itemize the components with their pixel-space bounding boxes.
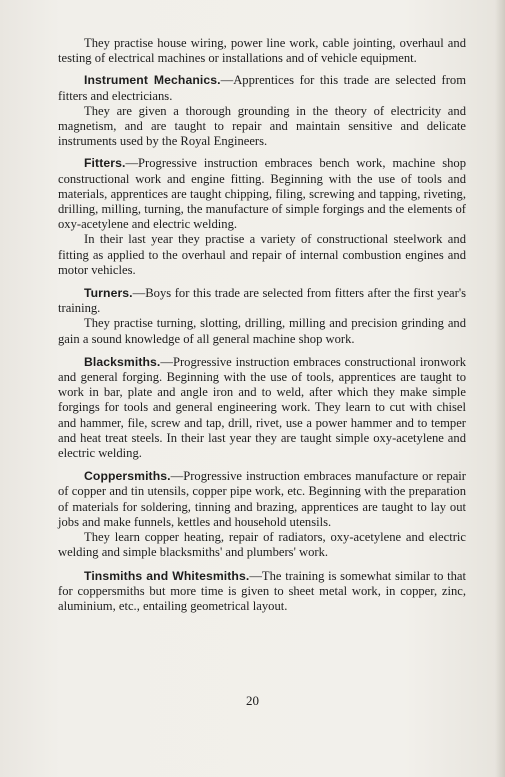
paragraph-fitters: [58, 156, 466, 278]
paragraph-first-line: [58, 156, 466, 232]
paragraph-text: They practise house wiring, power line work, cable jointing, overhaul and testing of electrical machines or installations and of vehicle equipment.: [58, 36, 466, 66]
paragraph-text: In their last year they practise a variety of constructional steelwork and fitting as applied to the overhaul and repair of internal combustion engines and motor vehicles.: [58, 232, 466, 277]
section-heading: Coppersmiths.: [84, 469, 171, 484]
paragraph-text: —Boys for this trade are selected from fitters after the first year's training.: [58, 286, 466, 316]
paragraph-coppersmiths: [58, 469, 466, 560]
paragraph-text: —Apprentices for this trade are selected from fitters and electricians.: [58, 73, 466, 103]
section-heading: Blacksmiths.: [84, 354, 161, 369]
paragraph-text: —Progressive instruction embraces constructional ironwork and general forging. Beginning with the use of tools, apprentices are taught to work in bar, plate and angle iron and to weld, after which they make simple forgings for tools and general engineering work. They learn to cut with chisel and hammer, file, screw and tap, drill, rivet, use a power hammer and to temper and heat treat steels. In their last year they are taught simple oxy-acetylene and electric welding.: [58, 354, 466, 461]
paragraph-text: —Progressive instruction embraces manufacture or repair of copper and tin utensils, copper pipe work, etc. Beginning with the preparation of materials for soldering, tinning and brazing, apprentices are taught to lay out jobs and make funnels, kettles and household utensils.: [58, 469, 466, 529]
paragraph-first-line: [58, 286, 466, 316]
paragraph-text: They practise turning, slotting, drilling, milling and precision grinding and gain a sound knowledge of all general machine shop work.: [58, 316, 466, 346]
paragraph-text: —Progressive instruction embraces bench work, machine shop constructional work and engine fitting. Beginning with the use of tools and materials, apprentices are taught chipping, filing, screwing and tapping, riveting, drilling, milling, turning, the manufacture of simple forgings and the elements of oxy-acetylene and electric welding.: [58, 156, 466, 232]
section-heading: Tinsmiths and Whitesmiths.: [84, 568, 250, 583]
paragraph-first-line: [58, 469, 466, 530]
section-heading: Fitters.: [84, 156, 126, 171]
paragraph-instrument-mechanics: [58, 73, 466, 149]
page-binding-edge: [495, 0, 505, 777]
body-text: [58, 36, 466, 614]
paragraph-text: They learn copper heating, repair of radiators, oxy-acetylene and electric welding and simple blacksmiths' and plumbers' work.: [58, 530, 466, 560]
paragraph-first-line: [58, 73, 466, 103]
section-heading: Turners.: [84, 286, 133, 301]
paragraph-tinsmiths: [58, 569, 466, 615]
section-heading: Instrument Mechanics.: [84, 73, 221, 88]
paragraph-first-line: [58, 355, 466, 461]
page-number: 20: [246, 693, 259, 708]
paragraph-blacksmiths: [58, 355, 466, 461]
paragraph-text: —The training is somewhat similar to that for coppersmiths but more time is given to sheet metal work, in copper, zinc, aluminium, etc., entailing geometrical layout.: [58, 568, 467, 613]
paragraph-text: They are given a thorough grounding in the theory of electricity and magnetism, and are taught to repair and maintain sensitive and delicate instruments used by the Royal Engineers.: [58, 103, 466, 149]
paragraph-first-line: [58, 569, 466, 615]
paragraph-house-wiring: [58, 36, 466, 66]
paragraph-turners: [58, 286, 466, 347]
